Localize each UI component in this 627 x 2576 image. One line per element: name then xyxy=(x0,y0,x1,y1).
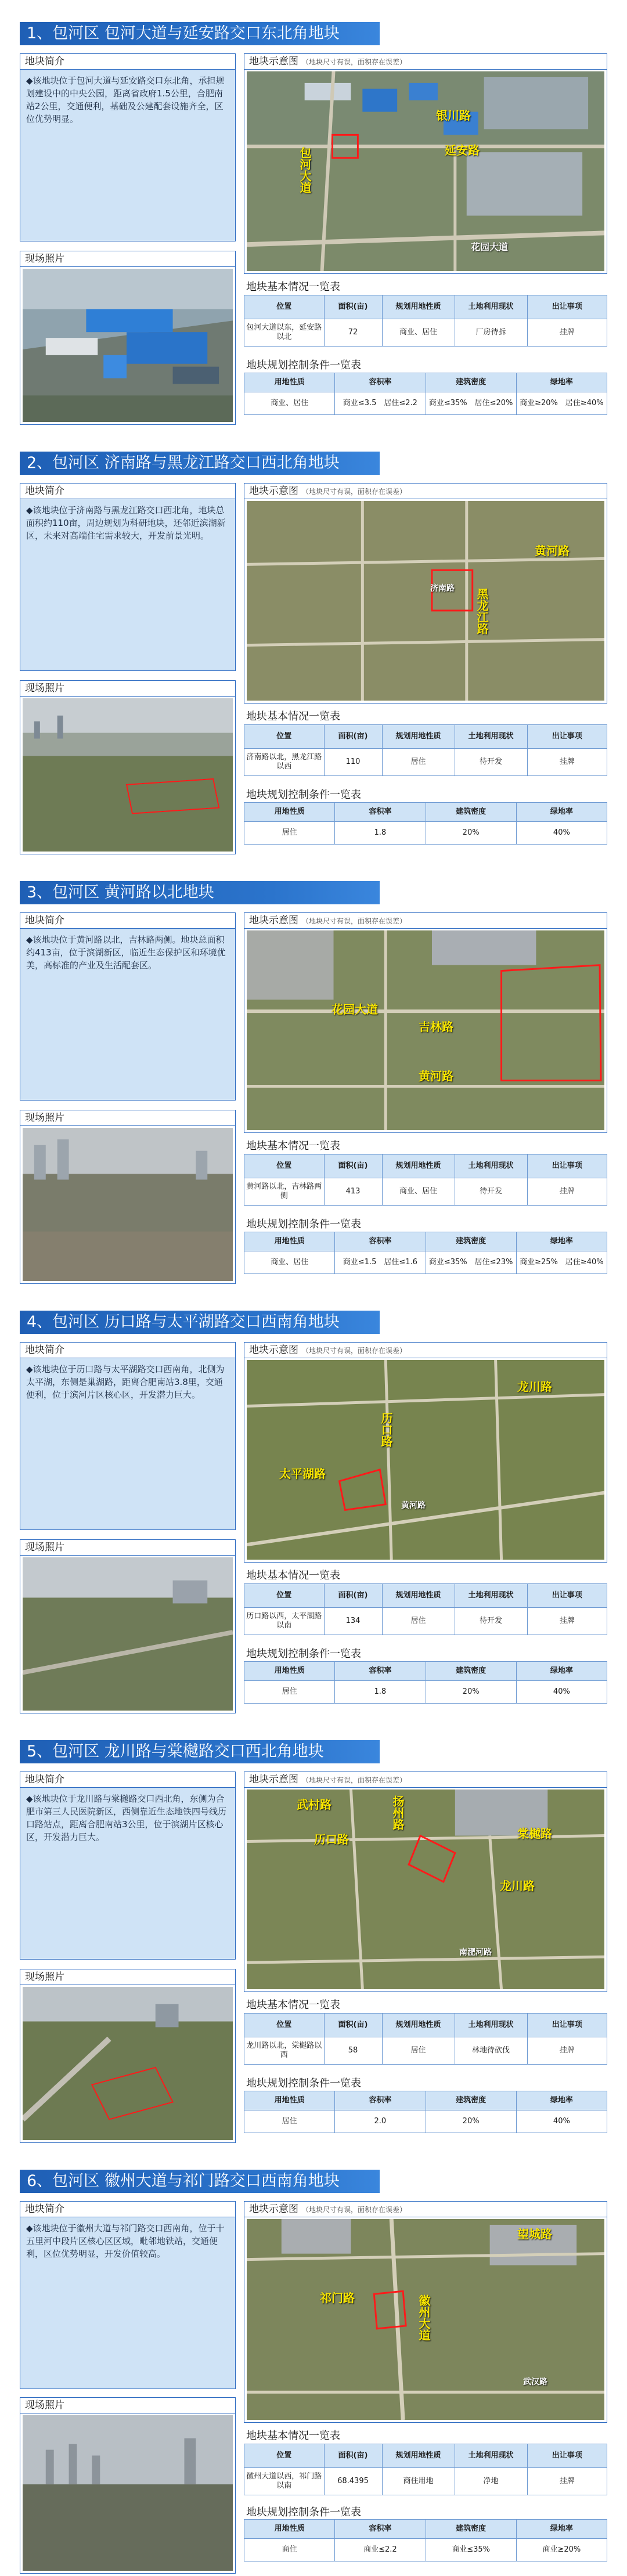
basic-table xyxy=(244,1154,607,1206)
map-label: 南淝河路 xyxy=(459,1948,492,1957)
map-label: 武村路 xyxy=(297,1798,331,1812)
plan-table xyxy=(244,2519,607,2561)
table-row xyxy=(244,319,607,347)
col-header: 土地利用现状 xyxy=(455,725,527,749)
col-header: 面积(亩) xyxy=(324,2444,382,2468)
basic-table xyxy=(244,295,607,347)
map-box xyxy=(244,1772,607,1992)
site-photo xyxy=(23,1987,233,2140)
map-note: （地块尺寸有误，面积存在误差） xyxy=(302,2206,407,2214)
cell: 居住 xyxy=(244,1681,335,1704)
basic-table xyxy=(244,2013,607,2065)
cell: 商业≤35% 居住≤20% xyxy=(426,392,516,415)
plan-table xyxy=(244,1661,607,1704)
basic-table-title: 地块基本情况一览表 xyxy=(246,1140,340,1152)
intro-box xyxy=(20,483,236,671)
col-header: 出让事项 xyxy=(527,725,607,749)
section-1 xyxy=(0,17,627,441)
col-header: 用地性质 xyxy=(244,1662,335,1681)
map-label: 黄河路 xyxy=(419,1069,453,1083)
map-note: （地块尺寸有误，面积存在误差） xyxy=(302,58,407,66)
basic-table xyxy=(244,2444,607,2495)
intro-text: ◆该地块位于龙川路与棠樾路交口西北角，东侧为合肥市第三人民医院新区，西侧靠近生态地铁四号线历口路站点，距离合肥南站3公里，位于滨湖片区核心区，开发潜力巨大。 xyxy=(26,1794,227,1842)
cell: 挂牌 xyxy=(527,749,607,776)
col-header: 绿地率 xyxy=(516,1232,607,1251)
basic-table xyxy=(244,724,607,776)
cell: 待开发 xyxy=(455,1178,527,1206)
col-header: 出让事项 xyxy=(527,1154,607,1178)
col-header: 绿地率 xyxy=(516,373,607,392)
col-header: 容积率 xyxy=(335,1232,426,1251)
col-header: 用地性质 xyxy=(244,803,335,822)
map-label: 历口路 xyxy=(314,1832,349,1846)
col-header: 规划用地性质 xyxy=(382,2014,455,2037)
photo-heading: 现场照片 xyxy=(20,1969,235,1985)
section-2 xyxy=(0,447,627,871)
cell: 济南路以北，黑龙江路以西 xyxy=(244,749,325,776)
site-photo xyxy=(23,698,233,852)
col-header: 土地利用现状 xyxy=(455,2014,527,2037)
table-row xyxy=(244,392,607,415)
map-label: 花园大道 xyxy=(331,1002,378,1016)
cell: 1.8 xyxy=(335,822,426,845)
cell: 40% xyxy=(516,822,607,845)
table-row xyxy=(244,2110,607,2133)
table-row xyxy=(244,1608,607,1635)
cell: 林地待砍伐 xyxy=(455,2037,527,2065)
table-row xyxy=(244,1251,607,1274)
cell: 挂牌 xyxy=(527,1608,607,1635)
cell: 待开发 xyxy=(455,1608,527,1635)
cell: 40% xyxy=(516,1681,607,1704)
col-header: 位置 xyxy=(244,1584,325,1608)
table-row xyxy=(244,2037,607,2065)
photo-box xyxy=(20,1539,236,1713)
col-header: 土地利用现状 xyxy=(455,1154,527,1178)
col-header: 绿地率 xyxy=(516,2091,607,2110)
cell: 商住 xyxy=(244,2539,335,2561)
col-header: 绿地率 xyxy=(516,1662,607,1681)
cell: 居住 xyxy=(244,822,335,845)
col-header: 建筑密度 xyxy=(426,1232,516,1251)
section-title: 3、包河区 黄河路以北地块 xyxy=(20,881,380,904)
map-label: 徽州大道 xyxy=(417,2294,431,2341)
map-label: 黄河路 xyxy=(535,544,570,558)
cell: 商业、居住 xyxy=(244,1251,335,1274)
intro-text: ◆该地块位于包河大道与延安路交口东北角，承担规划建设中的中央公园，距离省政府1.5公里，合肥南站2公里，交通便利，基础及公建配套设施齐全，区位优势明显。 xyxy=(26,75,225,124)
basic-table-title: 地块基本情况一览表 xyxy=(246,2430,340,2442)
cell: 商住用地 xyxy=(382,2468,455,2495)
col-header: 绿地率 xyxy=(516,2520,607,2539)
map-heading xyxy=(244,54,607,70)
cell: 挂牌 xyxy=(527,2037,607,2065)
col-header: 面积(亩) xyxy=(324,725,382,749)
cell: 商业≤1.5 居住≤1.6 xyxy=(335,1251,426,1274)
intro-box xyxy=(20,1342,236,1530)
map-label: 望城路 xyxy=(517,2227,552,2241)
photo-heading: 现场照片 xyxy=(20,1540,235,1556)
cell: 挂牌 xyxy=(527,2468,607,2495)
cell: 厂房待拆 xyxy=(455,319,527,347)
cell: 商业≤3.5 居住≤2.2 xyxy=(335,392,426,415)
photo-heading: 现场照片 xyxy=(20,681,235,697)
plan-table-title: 地块规划控制条件一览表 xyxy=(246,2077,361,2090)
cell: 净地 xyxy=(455,2468,527,2495)
table-row xyxy=(244,1178,607,1206)
cell: 挂牌 xyxy=(527,319,607,347)
plan-table xyxy=(244,802,607,845)
col-header: 建筑密度 xyxy=(426,373,516,392)
map-heading-label: 地块示意图 xyxy=(249,915,298,926)
intro-heading: 地块简介 xyxy=(20,1772,235,1788)
col-header: 容积率 xyxy=(335,2091,426,2110)
intro-heading: 地块简介 xyxy=(20,2202,235,2217)
cell: 68.4395 xyxy=(324,2468,382,2495)
col-header: 位置 xyxy=(244,725,325,749)
col-header: 面积(亩) xyxy=(324,1154,382,1178)
cell: 商业≥20% 居住≥40% xyxy=(516,392,607,415)
cell: 40% xyxy=(516,2110,607,2133)
cell: 110 xyxy=(324,749,382,776)
col-header: 位置 xyxy=(244,2444,325,2468)
intro-text: ◆该地块位于历口路与太平湖路交口西南角，北侧为太平湖，东侧是巢湖路，距离合肥南站3.8里，交通便利，位于滨河片区核心区，开发潜力巨大。 xyxy=(26,1364,225,1400)
col-header: 土地利用现状 xyxy=(455,295,527,319)
map-note: （地块尺寸有误，面积存在误差） xyxy=(302,1776,407,1784)
map-label: 武汉路 xyxy=(523,2377,547,2387)
cell: 商业、居住 xyxy=(244,392,335,415)
plan-table xyxy=(244,1232,607,1274)
plan-table-title: 地块规划控制条件一览表 xyxy=(246,1648,361,1660)
map-label: 黑龙江路 xyxy=(475,588,489,634)
basic-table-title: 地块基本情况一览表 xyxy=(246,1999,340,2011)
cell: 待开发 xyxy=(455,749,527,776)
map-label: 龙川路 xyxy=(517,1380,552,1394)
section-4 xyxy=(0,1306,627,1730)
table-row xyxy=(244,1681,607,1704)
plan-table xyxy=(244,373,607,415)
table-row xyxy=(244,822,607,845)
col-header: 土地利用现状 xyxy=(455,1584,527,1608)
cell: 居住 xyxy=(382,749,455,776)
photo-box xyxy=(20,680,236,854)
col-header: 面积(亩) xyxy=(324,1584,382,1608)
intro-box xyxy=(20,1772,236,1960)
basic-table-title: 地块基本情况一览表 xyxy=(246,1570,340,1582)
map-box xyxy=(244,1342,607,1563)
map-heading xyxy=(244,913,607,929)
col-header: 出让事项 xyxy=(527,2444,607,2468)
cell: 商业≤35% xyxy=(426,2539,516,2561)
map-heading-label: 地块示意图 xyxy=(249,2203,298,2215)
map-heading-label: 地块示意图 xyxy=(249,1774,298,1785)
map-label: 济南路 xyxy=(430,584,455,593)
col-header: 规划用地性质 xyxy=(382,1584,455,1608)
basic-table-title: 地块基本情况一览表 xyxy=(246,710,340,723)
col-header: 用地性质 xyxy=(244,373,335,392)
map-label: 历口路 xyxy=(379,1412,393,1447)
cell: 20% xyxy=(426,1681,516,1704)
cell: 58 xyxy=(324,2037,382,2065)
col-header: 出让事项 xyxy=(527,295,607,319)
col-header: 容积率 xyxy=(335,1662,426,1681)
col-header: 规划用地性质 xyxy=(382,2444,455,2468)
col-header: 建筑密度 xyxy=(426,1662,516,1681)
map-box xyxy=(244,53,607,274)
site-photo xyxy=(23,1128,233,1281)
map-label: 花园大道 xyxy=(471,241,509,252)
cell: 72 xyxy=(324,319,382,347)
photo-box xyxy=(20,2397,236,2574)
col-header: 出让事项 xyxy=(527,1584,607,1608)
col-header: 规划用地性质 xyxy=(382,725,455,749)
cell: 商业、居住 xyxy=(382,1178,455,1206)
plan-table xyxy=(244,2091,607,2133)
cell: 413 xyxy=(324,1178,382,1206)
map-label: 祁门路 xyxy=(320,2291,355,2305)
map-label: 扬州路 xyxy=(391,1795,405,1830)
cell: 134 xyxy=(324,1608,382,1635)
col-header: 位置 xyxy=(244,1154,325,1178)
table-row xyxy=(244,2468,607,2495)
cell: 居住 xyxy=(244,2110,335,2133)
intro-heading: 地块简介 xyxy=(20,484,235,499)
satellite-map xyxy=(247,501,604,701)
cell: 居住 xyxy=(382,1608,455,1635)
site-photo xyxy=(23,269,233,422)
cell: 商业≥25% 居住≥40% xyxy=(516,1251,607,1274)
col-header: 绿地率 xyxy=(516,803,607,822)
intro-box xyxy=(20,2201,236,2389)
col-header: 容积率 xyxy=(335,2520,426,2539)
section-6 xyxy=(0,2165,627,2576)
map-note: （地块尺寸有误，面积存在误差） xyxy=(302,917,407,925)
photo-box xyxy=(20,1969,236,2143)
cell: 商业≤2.2 xyxy=(335,2539,426,2561)
cell: 包河大道以东，延安路以北 xyxy=(244,319,325,347)
col-header: 建筑密度 xyxy=(426,2091,516,2110)
site-photo xyxy=(23,2415,233,2571)
plan-table-title: 地块规划控制条件一览表 xyxy=(246,2506,361,2519)
map-label: 太平湖路 xyxy=(279,1467,326,1481)
col-header: 用地性质 xyxy=(244,2091,335,2110)
col-header: 位置 xyxy=(244,295,325,319)
satellite-map xyxy=(247,1790,604,1989)
photo-box xyxy=(20,1110,236,1284)
plan-table-title: 地块规划控制条件一览表 xyxy=(246,359,361,371)
map-label: 龙川路 xyxy=(500,1879,535,1893)
plan-table-title: 地块规划控制条件一览表 xyxy=(246,789,361,801)
table-row xyxy=(244,2539,607,2561)
photo-heading: 现场照片 xyxy=(20,1110,235,1126)
intro-text: ◆该地块位于济南路与黑龙江路交口西北角，地块总面积约110亩，周边规划为科研地块，还邻近滨湖新区，未来对高端住宅需求较大，开发前景光明。 xyxy=(26,505,226,541)
section-5 xyxy=(0,1736,627,2159)
cell: 商业≥20% xyxy=(516,2539,607,2561)
table-row xyxy=(244,749,607,776)
cell: 20% xyxy=(426,2110,516,2133)
section-title: 2、包河区 济南路与黑龙江路交口西北角地块 xyxy=(20,452,380,475)
cell: 商业、居住 xyxy=(382,319,455,347)
section-title: 5、包河区 龙川路与棠樾路交口西北角地块 xyxy=(20,1740,380,1763)
section-3 xyxy=(0,876,627,1300)
map-label: 延安路 xyxy=(445,143,480,157)
map-box xyxy=(244,483,607,703)
map-heading-label: 地块示意图 xyxy=(249,485,298,497)
col-header: 容积率 xyxy=(335,803,426,822)
map-heading xyxy=(244,2202,607,2217)
map-heading-label: 地块示意图 xyxy=(249,1344,298,1356)
site-photo xyxy=(23,1557,233,1711)
section-title: 4、包河区 历口路与太平湖路交口西南角地块 xyxy=(20,1311,380,1334)
intro-box xyxy=(20,912,236,1101)
map-label: 吉林路 xyxy=(419,1020,453,1034)
col-header: 面积(亩) xyxy=(324,2014,382,2037)
basic-table xyxy=(244,1583,607,1635)
col-header: 土地利用现状 xyxy=(455,2444,527,2468)
map-heading-label: 地块示意图 xyxy=(249,56,298,67)
map-note: （地块尺寸有误，面积存在误差） xyxy=(302,1347,407,1355)
col-header: 容积率 xyxy=(335,373,426,392)
cell: 徽州大道以西，祁门路以南 xyxy=(244,2468,325,2495)
col-header: 建筑密度 xyxy=(426,2520,516,2539)
cell: 黄河路以北，吉林路两侧 xyxy=(244,1178,325,1206)
cell: 2.0 xyxy=(335,2110,426,2133)
map-label: 银川路 xyxy=(436,109,471,122)
map-heading xyxy=(244,484,607,499)
section-title: 6、包河区 徽州大道与祁门路交口西南角地块 xyxy=(20,2170,380,2193)
cell: 1.8 xyxy=(335,1681,426,1704)
intro-heading: 地块简介 xyxy=(20,1343,235,1358)
intro-text: ◆该地块位于黄河路以北，吉林路两侧。地块总面积约413亩，位于滨湖新区，临近生态保护区和环境优美，高标准的产业及生活配套区。 xyxy=(26,935,226,970)
plan-table-title: 地块规划控制条件一览表 xyxy=(246,1218,361,1231)
intro-heading: 地块简介 xyxy=(20,913,235,929)
basic-table-title: 地块基本情况一览表 xyxy=(246,281,340,293)
map-box xyxy=(244,912,607,1133)
map-label: 棠樾路 xyxy=(517,1827,552,1841)
photo-box xyxy=(20,251,236,425)
photo-heading: 现场照片 xyxy=(20,2398,235,2413)
map-heading xyxy=(244,1772,607,1788)
cell: 历口路以西，太平湖路以南 xyxy=(244,1608,325,1635)
cell: 20% xyxy=(426,822,516,845)
map-label: 包河大道 xyxy=(298,147,312,193)
intro-heading: 地块简介 xyxy=(20,54,235,70)
col-header: 用地性质 xyxy=(244,1232,335,1251)
map-box xyxy=(244,2201,607,2423)
col-header: 面积(亩) xyxy=(324,295,382,319)
cell: 挂牌 xyxy=(527,1178,607,1206)
section-title: 1、包河区 包河大道与延安路交口东北角地块 xyxy=(20,22,380,45)
map-note: （地块尺寸有误，面积存在误差） xyxy=(302,488,407,496)
map-heading xyxy=(244,1343,607,1358)
col-header: 建筑密度 xyxy=(426,803,516,822)
cell: 龙川路以北，棠樾路以西 xyxy=(244,2037,325,2065)
cell: 商业≤35% 居住≤23% xyxy=(426,1251,516,1274)
col-header: 用地性质 xyxy=(244,2520,335,2539)
col-header: 出让事项 xyxy=(527,2014,607,2037)
photo-heading: 现场照片 xyxy=(20,251,235,267)
intro-text: ◆该地块位于徽州大道与祁门路交口西南角，位于十五里河中段片区核心区区域，毗邻地铁站，交通便利，区位优势明显，开发价值较高。 xyxy=(26,2223,225,2259)
col-header: 规划用地性质 xyxy=(382,295,455,319)
intro-box xyxy=(20,53,236,241)
col-header: 位置 xyxy=(244,2014,325,2037)
map-label: 黄河路 xyxy=(401,1501,426,1510)
cell: 居住 xyxy=(382,2037,455,2065)
col-header: 规划用地性质 xyxy=(382,1154,455,1178)
